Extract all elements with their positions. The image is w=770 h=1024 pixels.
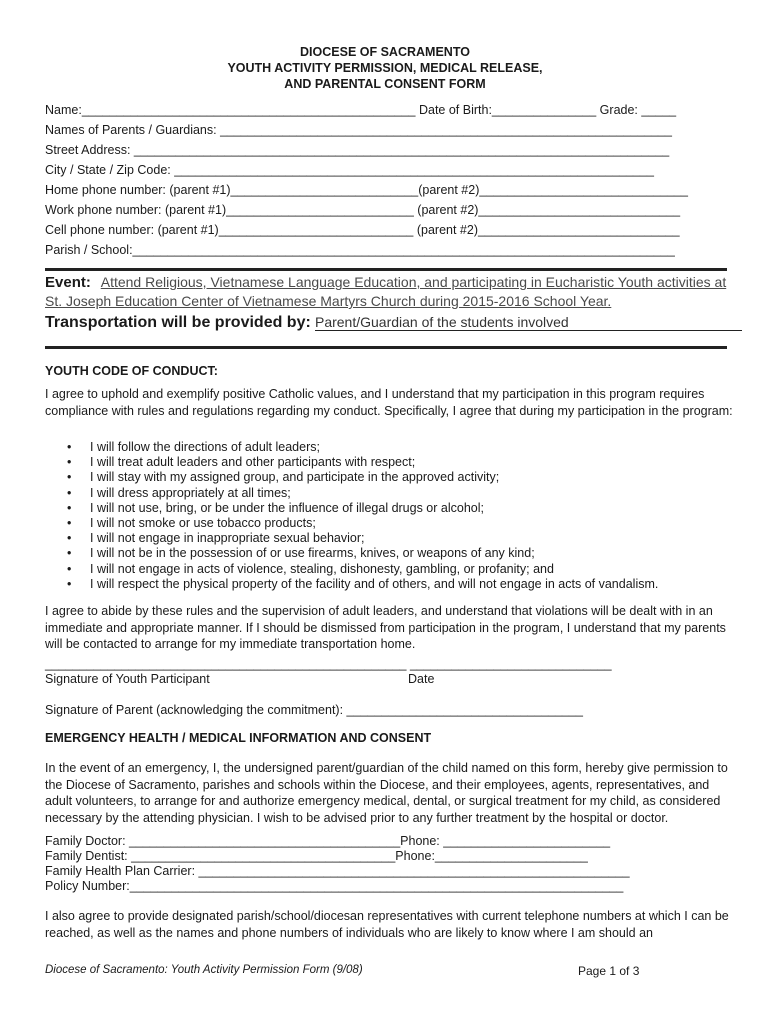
header-line-2: YOUTH ACTIVITY PERMISSION, MEDICAL RELEASE, — [227, 61, 543, 75]
list-item: • I will dress appropriately at all times; — [45, 486, 658, 501]
street-field[interactable]: Street Address: _____________________________________________________________________________ — [45, 143, 670, 157]
home-phone-field[interactable]: Home phone number: (parent #1)___________________________(parent #2)______________________________ — [45, 183, 688, 197]
health-plan-field[interactable]: Family Health Plan Carrier: ______________________________________________________________ — [45, 864, 630, 878]
youth-signature-label: Signature of Youth Participant — [45, 672, 210, 686]
family-doctor-field[interactable]: Family Doctor: _______________________________________Phone: ________________________ — [45, 834, 611, 848]
parish-field[interactable]: Parish / School:______________________________________________________________________________ — [45, 243, 675, 257]
header-line-1: DIOCESE OF SACRAMENTO — [300, 45, 470, 59]
code-of-conduct-intro: I agree to uphold and exemplify positive Catholic values, and I understand that my participation in this program requires compliance with rules and regulations regarding my conduct. Specifically, I agree that during my participation in the program: — [45, 387, 733, 418]
parents-field[interactable]: Names of Parents / Guardians: _________________________________________________________________ — [45, 123, 672, 137]
list-item: • I will follow the directions of adult leaders; — [45, 440, 658, 455]
transportation-value: Parent/Guardian of the students involved — [315, 314, 742, 331]
page-number: Page 1 of 3 — [578, 964, 640, 978]
cell-phone-field[interactable]: Cell phone number: (parent #1)____________________________ (parent #2)_____________________________ — [45, 223, 680, 237]
code-of-conduct-title: YOUTH CODE OF CONDUCT: — [45, 364, 218, 378]
divider-top — [45, 268, 727, 271]
personal-info-fields — [45, 100, 715, 260]
list-item: • I will not use, bring, or be under the influence of illegal drugs or alcohol; — [45, 501, 658, 516]
date-label: Date — [408, 672, 435, 686]
list-item: • I will not engage in inappropriate sexual behavior; — [45, 531, 658, 546]
list-item: • I will not engage in acts of violence, stealing, dishonesty, gambling, or profanity; and — [45, 562, 658, 577]
list-item: • I will not be in the possession of or use firearms, knives, or weapons of any kind; — [45, 546, 658, 561]
contact-agreement-text: I also agree to provide designated parish/school/diocesan representatives with current telephone numbers at which I can be reached, as well as the names and phone numbers of individuals who are likely to know where I am should an — [45, 909, 729, 940]
medical-title: EMERGENCY HEALTH / MEDICAL INFORMATION AND CONSENT — [45, 731, 432, 745]
list-item: • I will treat adult leaders and other participants with respect; — [45, 455, 658, 470]
conduct-rules-list — [45, 440, 658, 592]
list-item: • I will respect the physical property of the facility and of others, and will not engage in acts of vandalism. — [45, 577, 658, 592]
list-item: • I will not smoke or use tobacco products; — [45, 516, 658, 531]
signature-blank-line[interactable]: ____________________________________________________ _____________________________ — [45, 657, 612, 671]
city-field[interactable]: City / State / Zip Code: _____________________________________________________________________ — [45, 163, 654, 177]
form-header — [0, 44, 770, 92]
work-phone-field[interactable]: Work phone number: (parent #1)___________________________ (parent #2)_____________________________ — [45, 203, 681, 217]
list-item: • I will stay with my assigned group, and participate in the approved activity; — [45, 470, 658, 485]
parent-signature-field[interactable]: Signature of Parent (acknowledging the commitment): __________________________________ — [45, 703, 583, 717]
code-of-conduct-closing: I agree to abide by these rules and the supervision of adult leaders, and understand that violations will be dealt with in an immediate and appropriate manner. If I should be dismissed from participation in the program, I understand that my parents will be contacted to arrange for my immediate transportation home. — [45, 604, 726, 651]
header-line-3: AND PARENTAL CONSENT FORM — [284, 77, 486, 91]
event-block — [45, 273, 727, 311]
footer-form-title: Diocese of Sacramento: Youth Activity Permission Form (9/08) — [45, 964, 363, 976]
divider-bottom — [45, 346, 727, 349]
family-dentist-field[interactable]: Family Dentist: ______________________________________Phone:______________________ — [45, 849, 588, 863]
event-label: Event: — [45, 274, 91, 291]
name-field[interactable]: Name:________________________________________________ Date of Birth:_______________ Grade: _____ — [45, 103, 677, 117]
transportation-block — [45, 313, 727, 333]
policy-number-field[interactable]: Policy Number:_______________________________________________________________________ — [45, 879, 624, 893]
medical-consent-text: In the event of an emergency, I, the undersigned parent/guardian of the child named on this form, hereby give permission to the Diocese of Sacramento, parishes and schools within the Diocese, and their employees, agents, representatives, and adult volunteers, to arrange for and authorize emergency medical, dental, or surgical treatment for my child, as considered necessary by the attending physician. I wish to be advised prior to any further treatment by the hospital or doctor. — [45, 761, 728, 825]
event-value-line-1: Attend Religious, Vietnamese Language Education, and participating in Eucharistic Youth activities at — [100, 274, 727, 290]
event-value-line-2: St. Joseph Education Center of Vietnamese Martyrs Church during 2015-2016 School Year. — [45, 293, 612, 309]
transportation-label: Transportation will be provided by: — [45, 314, 311, 331]
